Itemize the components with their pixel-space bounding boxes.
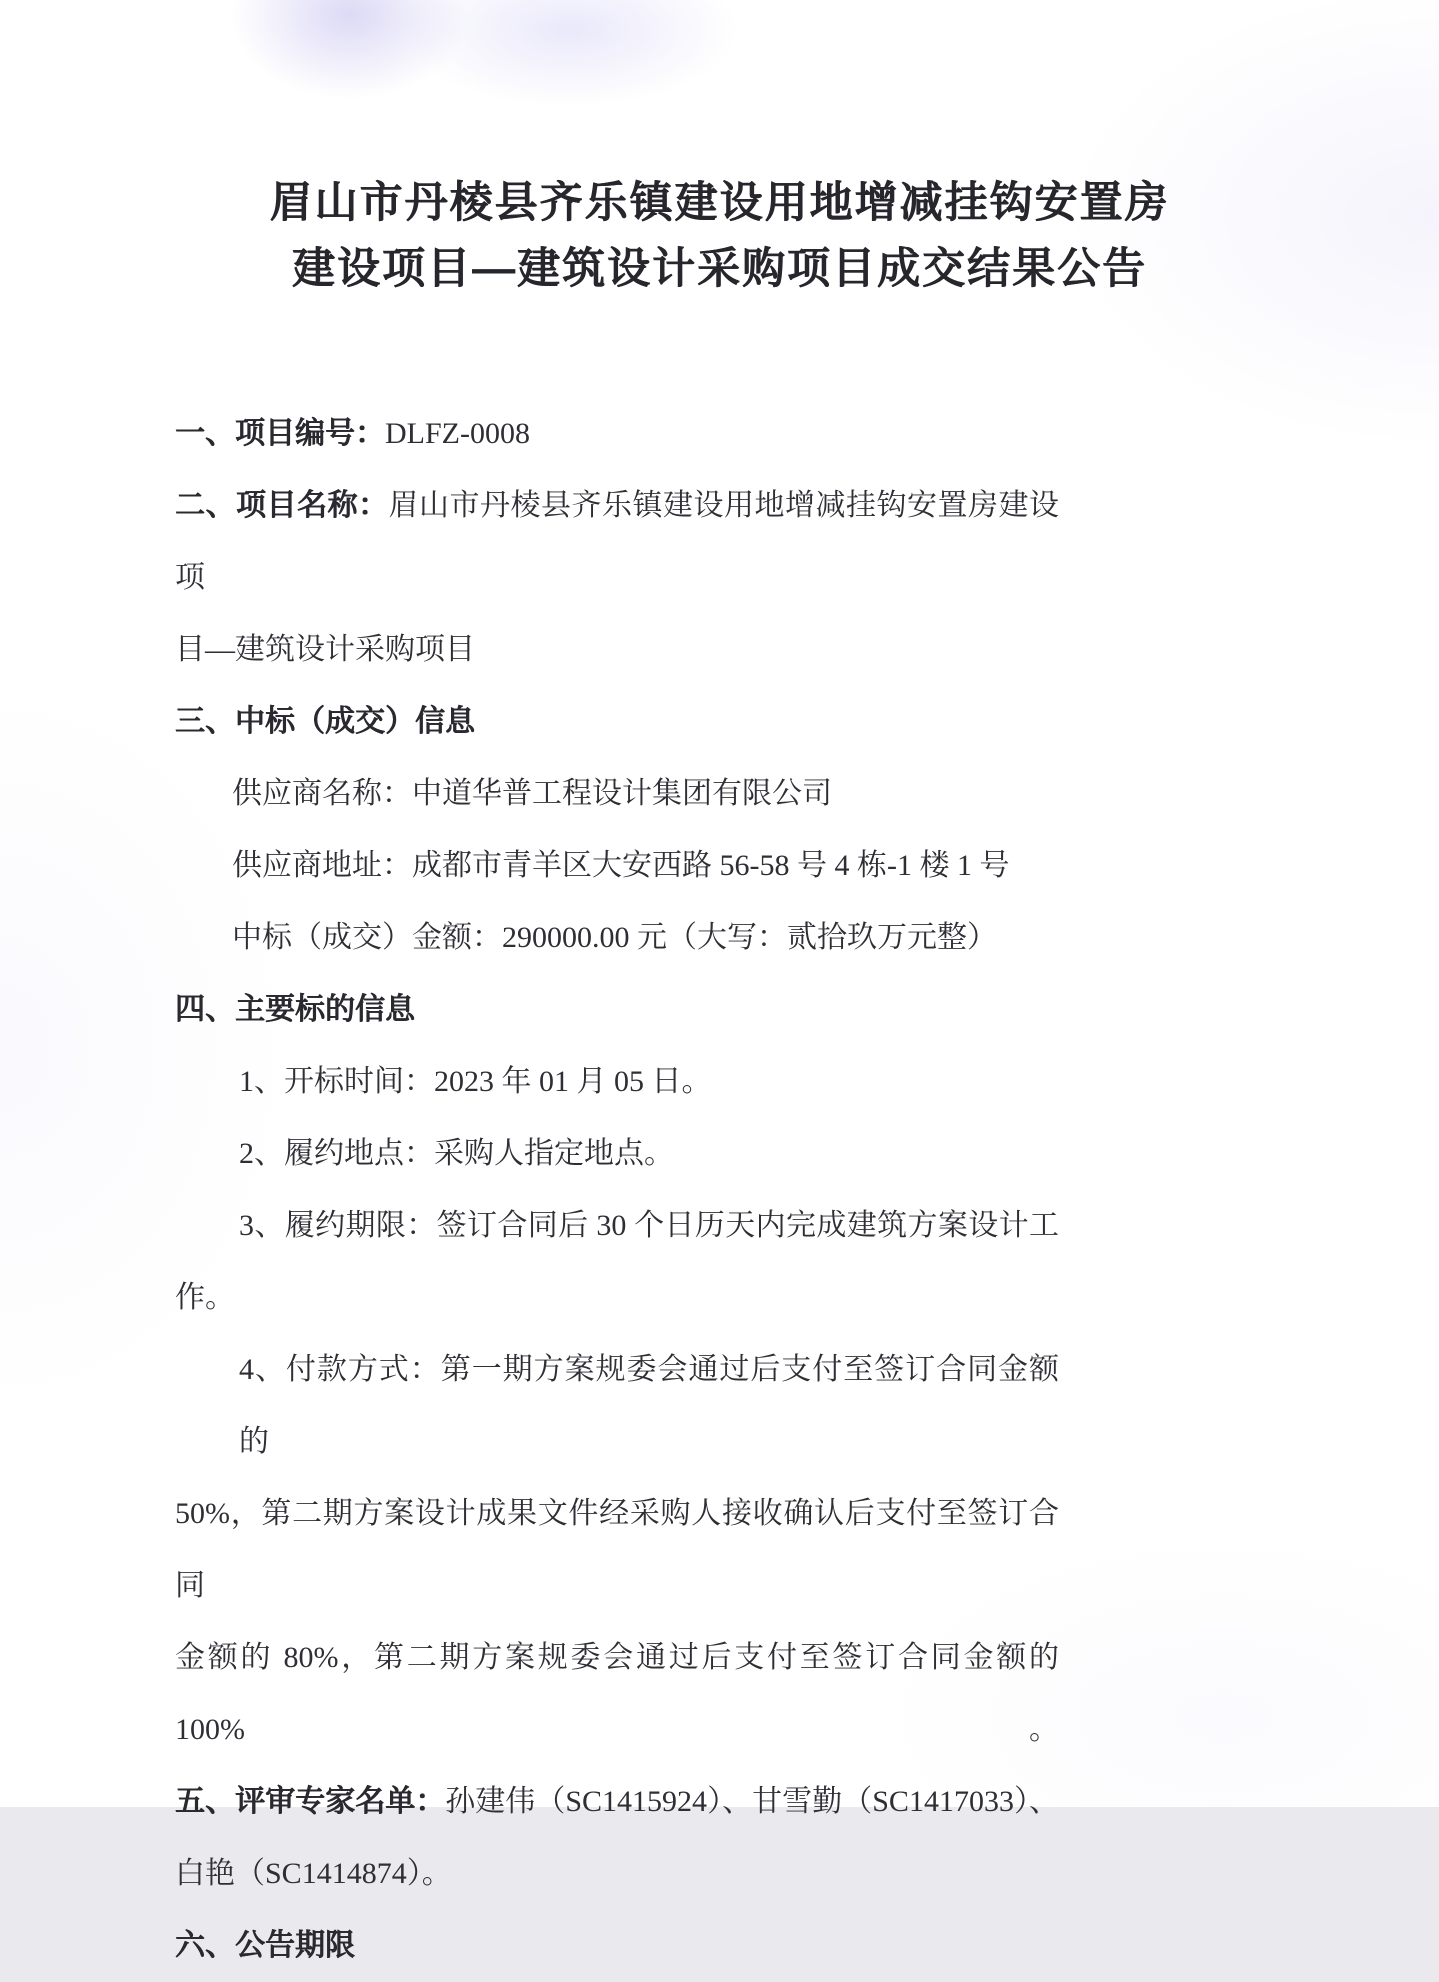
- document-title: [0, 0, 1439, 302]
- performance-place-line: [175, 1118, 1059, 1190]
- payment-method-line-2: [175, 1478, 1059, 1622]
- project-name-continuation: 目—建筑设计采购项目: [175, 633, 475, 666]
- performance-period-line-1: [175, 1190, 1059, 1262]
- supplier-address-line: [175, 830, 1059, 902]
- expert-list-line-2: [175, 1838, 1059, 1910]
- project-name-line-2: [175, 614, 1059, 686]
- section-announcement-period-label: 六、公告期限: [175, 1929, 355, 1962]
- section-subject-info-heading: [175, 974, 1059, 1046]
- supplier-name-line: [175, 758, 1059, 830]
- payment-method-text-1: 4、付款方式：第一期方案规委会通过后支付至签订合同金额的: [239, 1353, 1059, 1458]
- expert-list-label: 五、评审专家名单：: [175, 1785, 446, 1818]
- project-number-label: 一、项目编号：: [175, 417, 385, 450]
- performance-period-text-1: 3、履约期限：签订合同后 30 个日历天内完成建筑方案设计工: [239, 1209, 1059, 1242]
- supplier-address-text: 供应商地址：成都市青羊区大安西路 56-58 号 4 栋-1 楼 1 号: [232, 849, 1010, 882]
- project-number-value: DLFZ-0008: [385, 417, 530, 450]
- project-name-value: 眉山市丹棱县齐乐镇建设用地增减挂钩安置房建设项: [175, 489, 1059, 594]
- expert-list-line-1: [175, 1766, 1059, 1838]
- project-name-line-1: [175, 470, 1059, 614]
- award-amount-line: [175, 902, 1059, 974]
- title-line-2: 建设项目—建筑设计采购项目成交结果公告: [292, 245, 1147, 293]
- section-award-info-heading: [175, 686, 1059, 758]
- payment-method-text-3: 金额的 80%，第二期方案规委会通过后支付至签订合同金额的 100%。: [175, 1641, 1059, 1746]
- section-award-info-label: 三、中标（成交）信息: [175, 705, 475, 738]
- expert-list-text-1: 孙建伟（SC1415924）、甘雪勤（SC1417033）、: [445, 1785, 1059, 1818]
- payment-method-text-2: 50%，第二期方案设计成果文件经采购人接收确认后支付至签订合同: [175, 1497, 1059, 1602]
- award-amount-text: 中标（成交）金额：290000.00 元（大写：贰拾玖万元整）: [232, 921, 997, 954]
- project-name-label: 二、项目名称：: [175, 489, 389, 522]
- bid-opening-time-line: [175, 1046, 1059, 1118]
- project-number-line: [175, 398, 1059, 470]
- performance-period-text-2: 作。: [175, 1281, 235, 1314]
- expert-list-text-2: 白艳（SC1414874）。: [175, 1857, 452, 1890]
- payment-method-line-3: [175, 1622, 1059, 1766]
- bid-opening-time-text: 1、开标时间：2023 年 01 月 05 日。: [239, 1065, 712, 1098]
- section-announcement-period-heading: [175, 1910, 1059, 1982]
- section-subject-info-label: 四、主要标的信息: [175, 993, 415, 1026]
- performance-place-text: 2、履约地点：采购人指定地点。: [239, 1137, 674, 1170]
- performance-period-line-2: [175, 1262, 1059, 1334]
- document-body: [175, 398, 1059, 1982]
- supplier-name-text: 供应商名称：中道华普工程设计集团有限公司: [232, 777, 832, 810]
- payment-method-line-1: [175, 1334, 1059, 1478]
- title-line-1: 眉山市丹棱县齐乐镇建设用地增减挂钩安置房: [269, 179, 1170, 227]
